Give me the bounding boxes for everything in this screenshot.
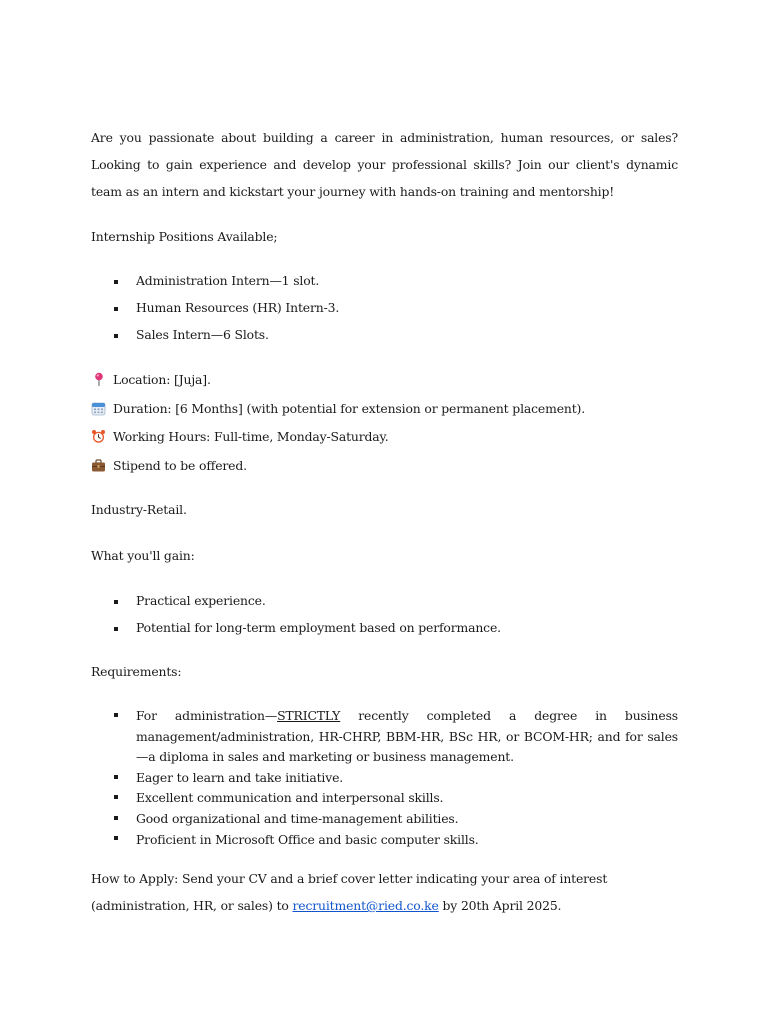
apply-suffix: by 20th April 2025. [438,898,562,913]
apply-prefix: How to Apply: Send your CV and a brief cover letter indicating your area of interest (administration, HR, or sales) to [91,871,608,913]
stipend-text: Stipend to be offered. [113,458,247,473]
list-item: Human Resources (HR) Intern-3. [91,300,678,327]
alarm-clock-icon [91,429,106,444]
duration-text: Duration: [6 Months] (with potential for extension or permanent placement). [113,401,586,416]
list-item: Potential for long-term employment based on performance. [91,620,678,647]
working-hours-text: Working Hours: Full-time, Monday-Saturday. [113,429,389,444]
stipend-line [91,458,247,473]
list-item: Administration Intern—1 slot. [91,273,678,300]
location-text: Location: [Juja]. [113,372,211,387]
gain-heading: What you'll gain: [91,548,195,563]
briefcase-icon [91,458,106,473]
positions-heading: Internship Positions Available; [91,229,278,244]
email-link[interactable]: recruitment@ried.co.ke [292,898,439,913]
list-item: Eager to learn and take initiative. [91,768,678,789]
calendar-icon [91,401,106,416]
list-item: Sales Intern—6 Slots. [91,327,678,354]
list-item: Proficient in Microsoft Office and basic computer skills. [91,830,678,851]
duration-line [91,401,585,416]
pushpin-icon [91,372,106,387]
how-to-apply-paragraph [91,865,678,919]
strictly-emphasis: STRICTLY [277,708,341,723]
location-line [91,372,211,387]
list-item: Practical experience. [91,593,678,620]
requirement-suffix: recently completed a degree in business management/administration, HR-CHRP, BBM-HR, BSc HR, or BCOM-HR; and for sales—a diploma in sales and marketing or business management. [136,708,678,765]
list-item: Excellent communication and interpersonal skills. [91,788,678,809]
list-item: Good organizational and time-management abilities. [91,809,678,830]
list-item [91,706,678,768]
industry-line: Industry-Retail. [91,502,187,517]
requirements-list [91,706,678,850]
requirement-prefix: For administration— [136,708,278,723]
positions-list [91,273,678,354]
gain-list [91,593,678,647]
requirements-heading: Requirements: [91,664,182,679]
working-hours-line [91,429,389,444]
intro-paragraph: Are you passionate about building a career in administration, human resources, or sales? Looking to gain experience and develop your professional skills? Join our client's dynamic team as an intern and kickstart your journey with hands-on training and mentorship! [91,130,678,199]
